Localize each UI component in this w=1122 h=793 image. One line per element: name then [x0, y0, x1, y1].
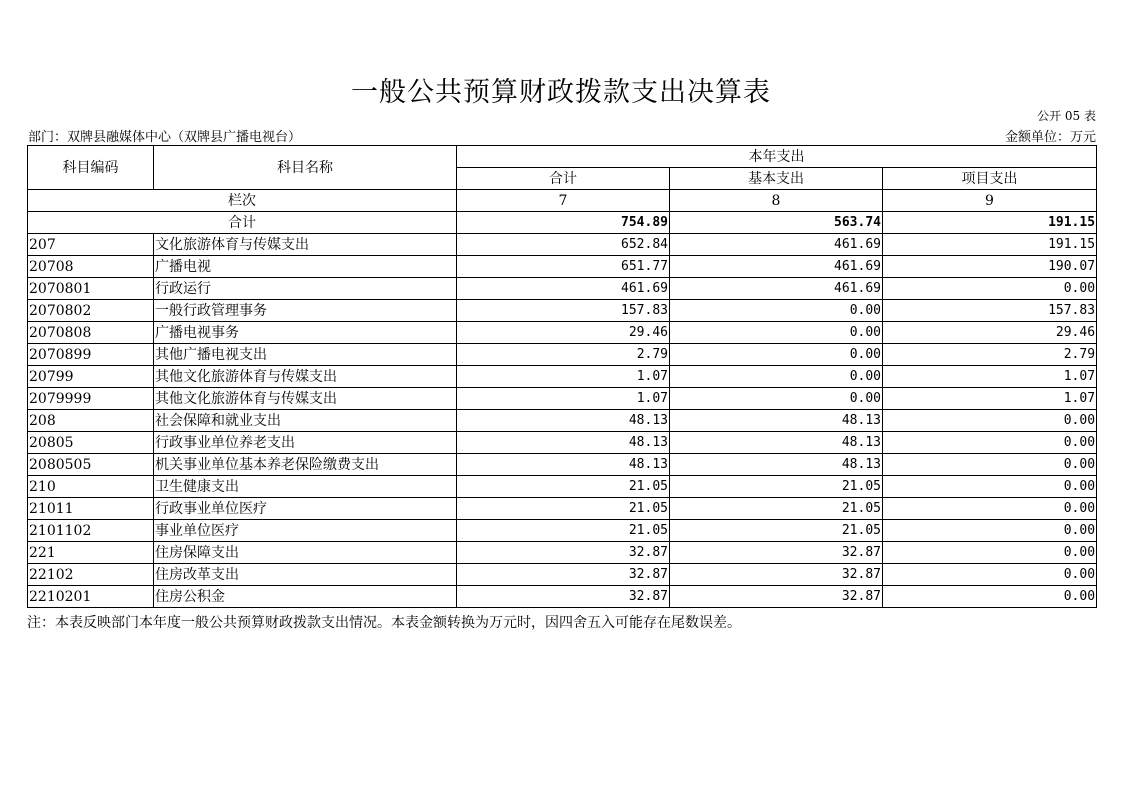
total-amount-cell: 651.77	[457, 256, 670, 278]
subject-name-cell: 行政事业单位医疗	[154, 498, 457, 520]
subject-name-cell: 卫生健康支出	[154, 476, 457, 498]
subject-code-cell: 22102	[28, 564, 154, 586]
project-amount-cell: 0.00	[883, 432, 1097, 454]
subject-name-cell: 住房保障支出	[154, 542, 457, 564]
subject-name-cell: 其他文化旅游体育与传媒支出	[154, 366, 457, 388]
total-amount-cell: 48.13	[457, 410, 670, 432]
project-amount-cell: 0.00	[883, 410, 1097, 432]
table-row	[28, 278, 1097, 300]
total-amount-cell: 1.07	[457, 388, 670, 410]
subject-name-cell: 其他文化旅游体育与传媒支出	[154, 388, 457, 410]
subject-code-cell: 221	[28, 542, 154, 564]
total-amount-cell: 157.83	[457, 300, 670, 322]
department-label: 部门：双牌县融媒体中心（双牌县广播电视台）	[28, 130, 302, 145]
column-row-label: 栏次	[28, 190, 457, 212]
subject-name-cell: 住房公积金	[154, 586, 457, 608]
subject-name-cell: 其他广播电视支出	[154, 344, 457, 366]
subject-code-cell: 2070808	[28, 322, 154, 344]
basic-amount-cell: 0.00	[670, 366, 883, 388]
project-amount-cell: 157.83	[883, 300, 1097, 322]
project-amount-cell: 0.00	[883, 542, 1097, 564]
total-row-total: 754.89	[457, 212, 670, 234]
subject-name-cell: 一般行政管理事务	[154, 300, 457, 322]
subject-code-cell: 2070899	[28, 344, 154, 366]
subject-name-cell: 行政运行	[154, 278, 457, 300]
table-row	[28, 520, 1097, 542]
project-amount-cell: 1.07	[883, 388, 1097, 410]
header-total: 合计	[457, 168, 670, 190]
table-row	[28, 454, 1097, 476]
basic-amount-cell: 461.69	[670, 256, 883, 278]
table-row	[28, 432, 1097, 454]
project-amount-cell: 2.79	[883, 344, 1097, 366]
project-amount-cell: 0.00	[883, 498, 1097, 520]
table-row	[28, 344, 1097, 366]
total-amount-cell: 48.13	[457, 454, 670, 476]
project-amount-cell: 29.46	[883, 322, 1097, 344]
subject-name-cell: 行政事业单位养老支出	[154, 432, 457, 454]
column-number-total: 7	[457, 190, 670, 212]
basic-amount-cell: 461.69	[670, 278, 883, 300]
subject-code-cell: 207	[28, 234, 154, 256]
subject-code-cell: 2210201	[28, 586, 154, 608]
subject-code-cell: 2070802	[28, 300, 154, 322]
total-amount-cell: 652.84	[457, 234, 670, 256]
table-row	[28, 234, 1097, 256]
header-basic: 基本支出	[670, 168, 883, 190]
basic-amount-cell: 21.05	[670, 498, 883, 520]
subject-code-cell: 20799	[28, 366, 154, 388]
table-row	[28, 410, 1097, 432]
basic-amount-cell: 48.13	[670, 454, 883, 476]
table-row	[28, 564, 1097, 586]
subject-name-cell: 住房改革支出	[154, 564, 457, 586]
table-row	[28, 322, 1097, 344]
subject-name-cell: 社会保障和就业支出	[154, 410, 457, 432]
total-amount-cell: 461.69	[457, 278, 670, 300]
subject-code-cell: 21011	[28, 498, 154, 520]
basic-amount-cell: 0.00	[670, 300, 883, 322]
total-amount-cell: 32.87	[457, 586, 670, 608]
subject-code-cell: 20708	[28, 256, 154, 278]
column-number-basic: 8	[670, 190, 883, 212]
table-row	[28, 586, 1097, 608]
table-row	[28, 366, 1097, 388]
subject-name-cell: 机关事业单位基本养老保险缴费支出	[154, 454, 457, 476]
basic-amount-cell: 48.13	[670, 410, 883, 432]
table-row	[28, 256, 1097, 278]
total-amount-cell: 21.05	[457, 476, 670, 498]
project-amount-cell: 0.00	[883, 520, 1097, 542]
total-amount-cell: 2.79	[457, 344, 670, 366]
report-title: 一般公共预算财政拨款支出决算表	[351, 77, 771, 108]
subject-code-cell: 2101102	[28, 520, 154, 542]
subject-name-cell: 广播电视	[154, 256, 457, 278]
header-name: 科目名称	[154, 146, 457, 190]
total-amount-cell: 21.05	[457, 498, 670, 520]
total-row-project: 191.15	[883, 212, 1097, 234]
header-code: 科目编码	[28, 146, 154, 190]
subject-code-cell: 2080505	[28, 454, 154, 476]
basic-amount-cell: 0.00	[670, 344, 883, 366]
basic-amount-cell: 21.05	[670, 476, 883, 498]
total-row-label: 合计	[28, 212, 457, 234]
basic-amount-cell: 461.69	[670, 234, 883, 256]
subject-code-cell: 2070801	[28, 278, 154, 300]
basic-amount-cell: 21.05	[670, 520, 883, 542]
total-amount-cell: 32.87	[457, 542, 670, 564]
total-row-basic: 563.74	[670, 212, 883, 234]
basic-amount-cell: 0.00	[670, 388, 883, 410]
subject-name-cell: 事业单位医疗	[154, 520, 457, 542]
table-row	[28, 542, 1097, 564]
table-row	[28, 388, 1097, 410]
expenditure-table	[27, 145, 1097, 608]
project-amount-cell: 0.00	[883, 564, 1097, 586]
table-row	[28, 498, 1097, 520]
header-project: 项目支出	[883, 168, 1097, 190]
total-amount-cell: 32.87	[457, 564, 670, 586]
project-amount-cell: 190.07	[883, 256, 1097, 278]
project-amount-cell: 0.00	[883, 586, 1097, 608]
project-amount-cell: 191.15	[883, 234, 1097, 256]
subject-name-cell: 文化旅游体育与传媒支出	[154, 234, 457, 256]
project-amount-cell: 0.00	[883, 476, 1097, 498]
project-amount-cell: 0.00	[883, 454, 1097, 476]
subject-code-cell: 208	[28, 410, 154, 432]
column-number-project: 9	[883, 190, 1097, 212]
total-amount-cell: 21.05	[457, 520, 670, 542]
total-amount-cell: 48.13	[457, 432, 670, 454]
basic-amount-cell: 32.87	[670, 542, 883, 564]
total-row	[28, 212, 1097, 234]
subject-name-cell: 广播电视事务	[154, 322, 457, 344]
project-amount-cell: 1.07	[883, 366, 1097, 388]
basic-amount-cell: 0.00	[670, 322, 883, 344]
subject-code-cell: 2079999	[28, 388, 154, 410]
amount-unit-label: 金额单位：万元	[1004, 130, 1096, 145]
table-row	[28, 476, 1097, 498]
form-number: 公开 05 表	[1037, 109, 1096, 123]
header-row-1	[28, 146, 1097, 168]
project-amount-cell: 0.00	[883, 278, 1097, 300]
subject-code-cell: 20805	[28, 432, 154, 454]
total-amount-cell: 1.07	[457, 366, 670, 388]
footnote: 注：本表反映部门本年度一般公共预算财政拨款支出情况。本表金额转换为万元时，因四舍五入可能存在尾数误差。	[27, 615, 741, 631]
table-row	[28, 300, 1097, 322]
column-number-row	[28, 190, 1097, 212]
basic-amount-cell: 32.87	[670, 586, 883, 608]
basic-amount-cell: 32.87	[670, 564, 883, 586]
header-this-year: 本年支出	[457, 146, 1097, 168]
total-amount-cell: 29.46	[457, 322, 670, 344]
subject-code-cell: 210	[28, 476, 154, 498]
basic-amount-cell: 48.13	[670, 432, 883, 454]
